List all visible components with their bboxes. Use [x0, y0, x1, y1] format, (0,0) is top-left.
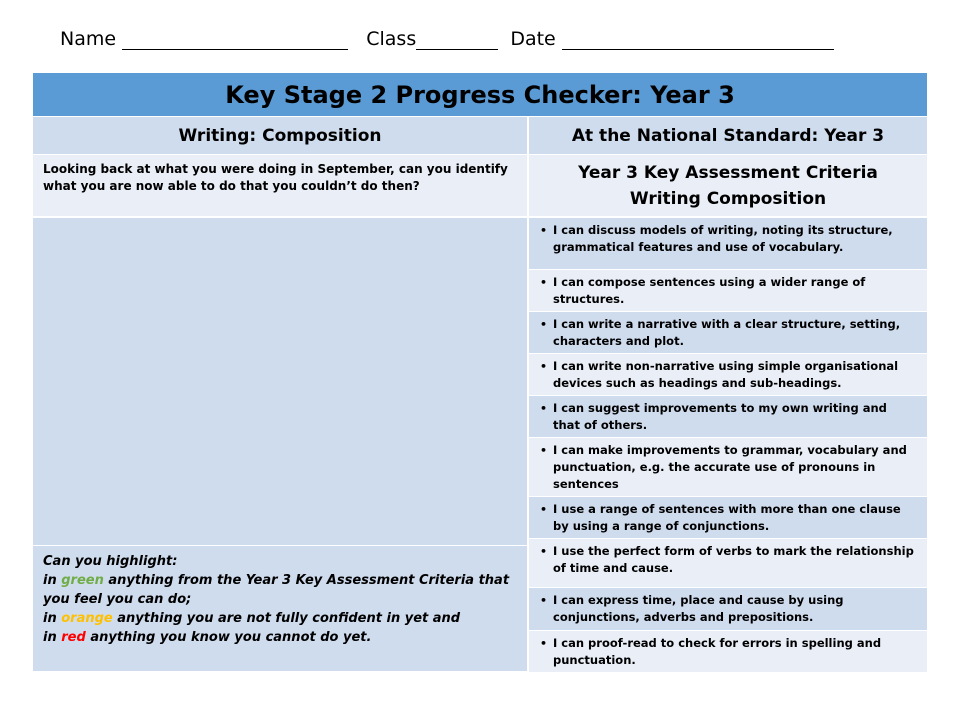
bullet-icon: • — [540, 594, 548, 607]
criterion-text: I can write a narrative with a clear structure, setting, characters and plot. — [553, 317, 901, 348]
name-field[interactable] — [122, 30, 348, 50]
instructions-orange-text: anything you are not fully confident in yet and — [112, 611, 461, 626]
reflection-answer-area[interactable] — [33, 218, 527, 545]
instructions-orange — [43, 609, 517, 628]
bullet-icon: • — [540, 503, 548, 516]
bullet-icon: • — [540, 402, 548, 415]
criterion-text: I can suggest improvements to my own writing and that of others. — [553, 401, 887, 432]
criteria-heading-line2: Writing Composition — [629, 188, 827, 209]
criterion-row[interactable] — [529, 588, 927, 630]
instructions-green-text: anything from the Year 3 Key Assessment Criteria that you feel you can do; — [43, 573, 510, 607]
orange-word: orange — [61, 611, 113, 626]
instructions-in-red: in — [43, 630, 62, 645]
green-word: green — [61, 573, 104, 588]
bullet-icon: • — [540, 545, 548, 558]
bullet-icon: • — [540, 224, 548, 237]
criterion-row[interactable] — [529, 396, 927, 437]
bullet-icon: • — [540, 444, 548, 457]
date-field[interactable] — [562, 30, 834, 50]
bullet-icon: • — [540, 318, 548, 331]
red-word: red — [61, 630, 86, 645]
criterion-text: I can express time, place and cause by using conjunctions, adverbs and prepositions. — [553, 593, 844, 624]
bullet-icon: • — [540, 276, 548, 289]
criterion-text: I can discuss models of writing, noting its structure, grammatical features and use of vocabulary. — [553, 223, 893, 254]
criteria-heading — [529, 155, 927, 216]
bullet-icon: • — [540, 360, 548, 373]
criterion-text: I can compose sentences using a wider range of structures. — [553, 275, 866, 306]
instructions-red-text: anything you know you cannot do yet. — [85, 630, 372, 645]
date-label: Date — [510, 28, 556, 50]
criterion-text: I can write non-narrative using simple organisational devices such as headings and sub-headings. — [553, 359, 899, 390]
highlight-instructions — [33, 546, 527, 671]
criteria-list — [529, 218, 927, 672]
name-label: Name — [60, 28, 117, 50]
criterion-text: I can proof-read to check for errors in spelling and punctuation. — [553, 636, 882, 667]
criterion-row[interactable] — [529, 497, 927, 538]
criterion-row[interactable] — [529, 539, 927, 587]
table-title: Key Stage 2 Progress Checker: Year 3 — [33, 73, 927, 116]
criterion-row[interactable] — [529, 270, 927, 311]
criterion-row[interactable] — [529, 438, 927, 496]
criterion-text: I use a range of sentences with more than one clause by using a range of conjunctions. — [553, 502, 901, 533]
instructions-green — [43, 571, 517, 609]
criterion-text: I can make improvements to grammar, vocabulary and punctuation, e.g. the accurate use of pronouns in sentences — [553, 443, 907, 491]
instructions-in-orange: in — [43, 611, 62, 626]
criterion-text: I use the perfect form of verbs to mark the relationship of time and cause. — [553, 544, 914, 575]
class-field[interactable] — [416, 30, 498, 50]
column-header-standard: At the National Standard: Year 3 — [529, 117, 927, 154]
column-header-writing: Writing: Composition — [33, 117, 527, 154]
criterion-row[interactable] — [529, 218, 927, 269]
header-fields — [60, 28, 834, 50]
bullet-icon: • — [540, 637, 548, 650]
criterion-row[interactable] — [529, 631, 927, 672]
criterion-row[interactable] — [529, 312, 927, 353]
instructions-intro: Can you highlight: — [43, 554, 178, 569]
instructions-in-green: in — [43, 573, 62, 588]
criteria-heading-line1: Year 3 Key Assessment Criteria — [578, 162, 878, 183]
class-label: Class — [366, 28, 417, 50]
progress-checker-table — [33, 73, 927, 671]
instructions-red — [43, 628, 517, 647]
reflection-question: Looking back at what you were doing in September, can you identify what you are now able to do that you couldn’t do then? — [33, 155, 527, 216]
criterion-row[interactable] — [529, 354, 927, 395]
